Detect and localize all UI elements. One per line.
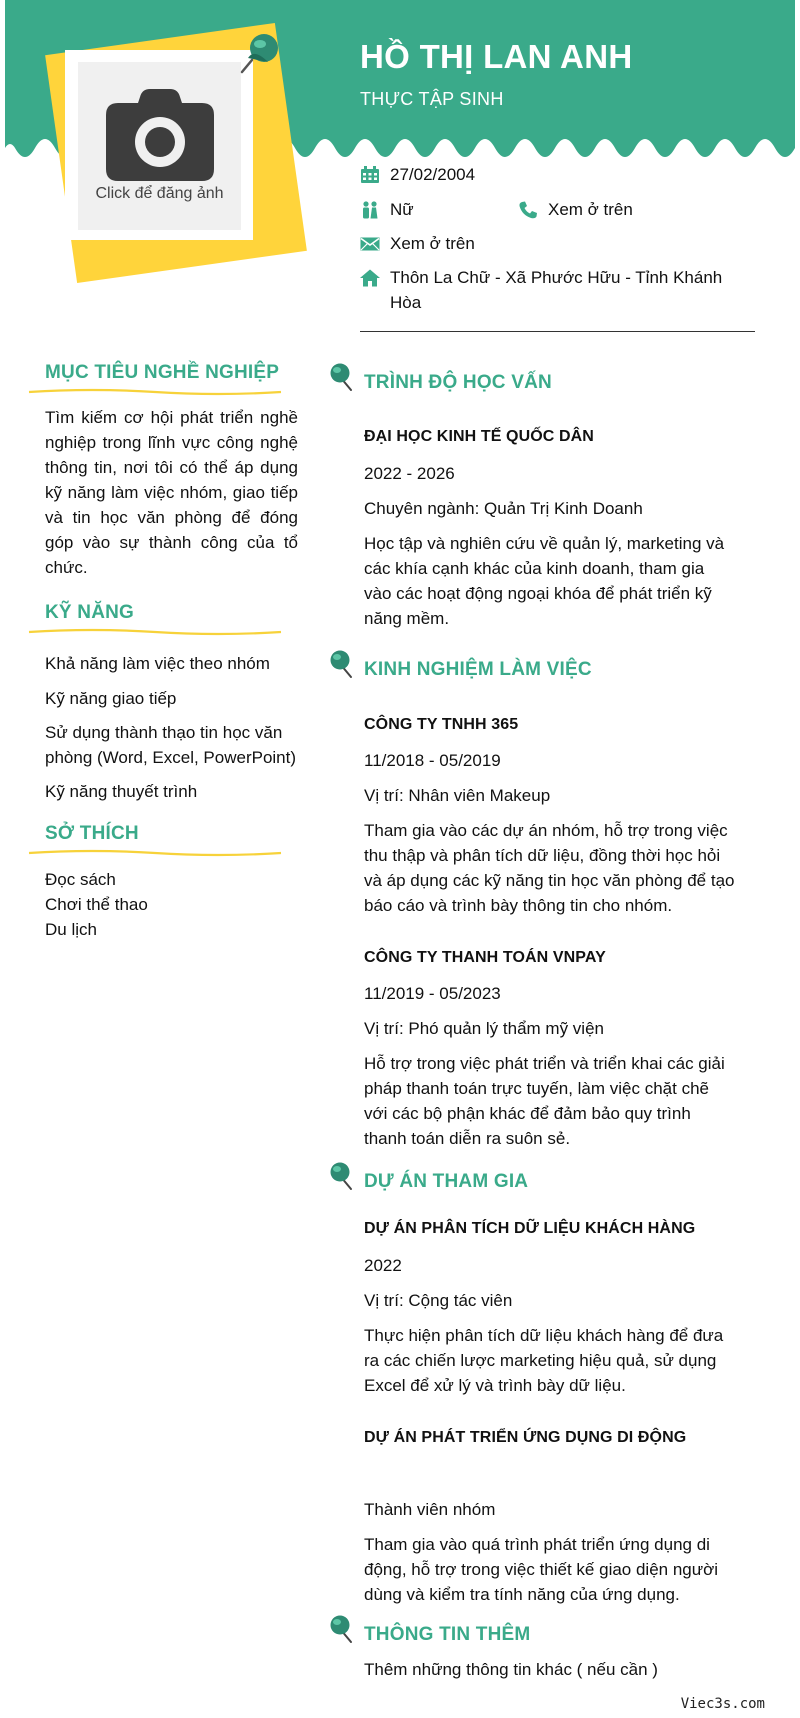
project-role: Thành viên nhóm [364,1500,496,1519]
heading-underline [28,387,282,397]
contact-email [360,234,475,256]
contact-birthday [360,165,475,187]
skills-heading: KỸ NĂNG [45,602,135,623]
project-role: Vị trí: Cộng tác viên [364,1291,513,1310]
phone-text: Xem ở trên [548,200,633,219]
project-description: Thực hiện phân tích dữ liệu khách hàng để đưa ra các chiến lược marketing hiệu quả, sử dụng Excel để xử lý và trình bày dữ liệu. [364,1326,724,1395]
project-description: Tham gia vào quá trình phát triển ứng dụng di động, hỗ trợ trong việc thiết kế giao diện người dùng và kiểm tra tính năng của ứng dụng. [364,1535,719,1604]
address-text: Thôn La Chữ - Xã Phước Hữu - Tỉnh Khánh Hòa [390,268,723,312]
job-period: 11/2019 - 05/2023 [364,984,501,1003]
email-icon [360,235,380,253]
contact-address [360,268,750,315]
hobby-item: Đọc sách [45,870,116,889]
additional-info-heading: THÔNG TIN THÊM [364,1624,531,1645]
birthday-text: 27/02/2004 [390,165,476,184]
objective-heading: MỤC TIÊU NGHỀ NGHIỆP [45,362,280,383]
job-position: Vị trí: Nhân viên Makeup [364,786,551,805]
gender-icon [360,201,380,219]
education-major: Chuyên ngành: Quản Trị Kinh Doanh [364,499,643,518]
job-position: Vị trí: Phó quản lý thẩm mỹ viện [364,1019,604,1038]
camera-icon [106,89,214,181]
job-title: THỰC TẬP SINH [360,89,504,109]
push-pin-icon [329,1161,355,1191]
hobby-item: Du lịch [45,920,97,939]
photo-area [40,28,310,278]
calendar-icon [360,166,380,184]
email-text: Xem ở trên [390,234,475,253]
photo-frame [65,50,253,240]
school-name: ĐẠI HỌC KINH TẾ QUỐC DÂN [364,428,594,445]
skill-item: Khả năng làm việc theo nhóm [45,654,270,673]
hobbies-heading: SỞ THÍCH [45,823,139,844]
education-period: 2022 - 2026 [364,464,455,483]
push-pin-icon [329,362,355,392]
site-watermark: Viec3s.com [680,1696,765,1712]
job-period: 11/2018 - 05/2019 [364,751,501,770]
project-name: DỰ ÁN PHÂN TÍCH DỮ LIỆU KHÁCH HÀNG [364,1220,696,1237]
skill-item: Sử dụng thành thạo tin học văn phòng (Word, Excel, PowerPoint) [45,723,297,767]
contact-gender [360,200,414,222]
job-description: Hỗ trợ trong việc phát triển và triển khai các giải pháp thanh toán trực tuyến, làm việc chặt chẽ với các bộ phận khác để đảm bảo quy trình thanh toán diễn ra suôn sẻ. [364,1054,725,1148]
hobby-item: Chơi thể thao [45,895,148,914]
projects-heading: DỰ ÁN THAM GIA [364,1171,529,1192]
additional-info-text: Thêm những thông tin khác ( nếu cần ) [364,1660,658,1679]
company-name: CÔNG TY TNHH 365 [364,716,519,733]
education-description: Học tập và nghiên cứu về quản lý, marketing và các khía cạnh khác của kinh doanh, tham gia vào các hoạt động ngoại khóa để phát triển kỹ năng mềm. [364,534,725,628]
phone-icon [518,201,538,219]
contact-phone [518,200,633,222]
push-pin-icon [329,1614,355,1644]
skill-item: Kỹ năng giao tiếp [45,689,177,708]
push-pin-icon [238,28,284,74]
education-heading: TRÌNH ĐỘ HỌC VẤN [364,372,552,393]
upload-photo-button[interactable] [78,62,241,230]
candidate-name: HỒ THỊ LAN ANH [360,38,633,75]
project-year: 2022 [364,1256,402,1275]
experience-heading: KINH NGHIỆM LÀM VIỆC [364,659,592,680]
job-description: Tham gia vào các dự án nhóm, hỗ trợ trong việc thu thập và phân tích dữ liệu, đồng thời học hỏi và áp dụng các kỹ năng tin học văn phòng để tạo báo cáo và trình bày thông tin cho nhóm. [364,821,735,915]
skill-item: Kỹ năng thuyết trình [45,782,198,801]
project-name: DỰ ÁN PHÁT TRIỂN ỨNG DỤNG DI ĐỘNG [364,1429,687,1446]
home-icon [360,269,380,287]
objective-text: Tìm kiếm cơ hội phát triển nghề nghiệp trong lĩnh vực công nghệ thông tin, nơi tôi có thể áp dụng kỹ năng làm việc nhóm, giao tiếp và tin học văn phòng để đóng góp vào sự thành công của tổ chức. [45,408,298,577]
heading-underline [28,627,282,637]
company-name: CÔNG TY THANH TOÁN VNPAY [364,949,606,966]
heading-underline [28,848,282,858]
photo-caption: Click để đăng ảnh [95,185,224,202]
contact-divider [360,331,755,332]
gender-text: Nữ [390,200,414,219]
push-pin-icon [329,649,355,679]
